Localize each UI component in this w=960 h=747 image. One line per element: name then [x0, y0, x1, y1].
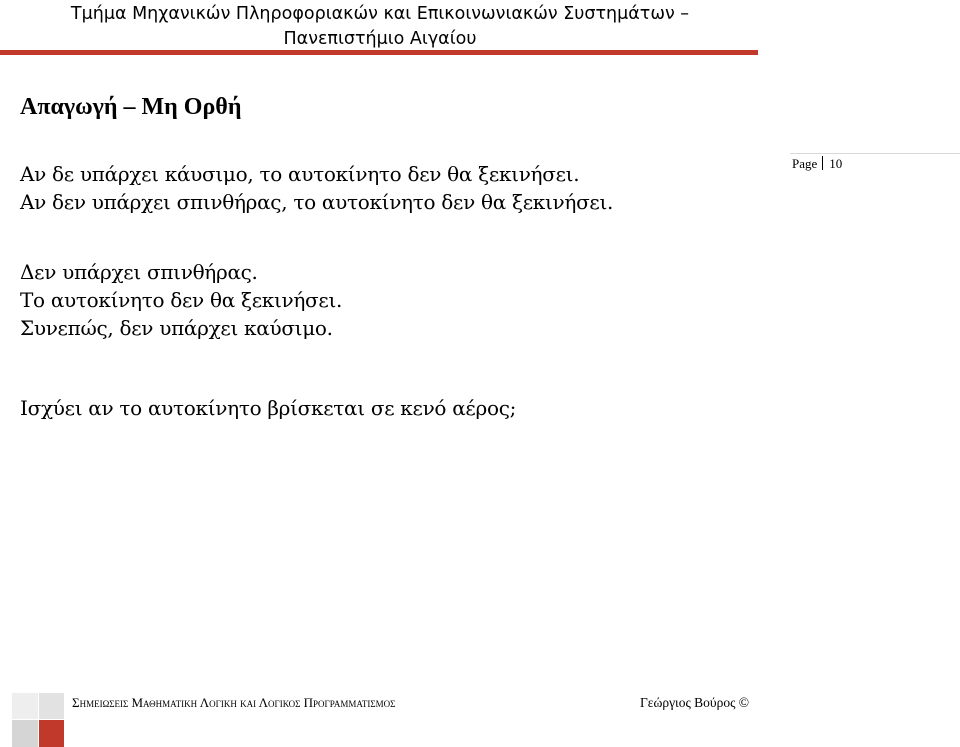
reasoning-paragraph	[20, 258, 342, 342]
footer-square	[39, 693, 64, 719]
header-university: Πανεπιστήμιο Αιγαίου	[283, 29, 477, 49]
page-header	[0, 0, 760, 52]
reasoning-line: Συνεπώς, δεν υπάρχει καύσιμο.	[20, 316, 333, 340]
reasoning-line: Δεν υπάρχει σπινθήρας.	[20, 260, 258, 284]
header-rule	[0, 50, 758, 55]
question-line: Ισχύει αν το αυτοκίνητο βρίσκεται σε κενό αέρος;	[20, 396, 517, 420]
page-number	[792, 156, 842, 172]
footer-square	[12, 720, 38, 747]
premises-paragraph	[20, 160, 613, 216]
footer-square-accent	[39, 720, 64, 747]
footer-author: Γεώργιος Βούρος ©	[640, 695, 750, 710]
header-department: Τμήμα Μηχανικών Πληροφοριακών και Επικοινωνιακών Συστημάτων –	[70, 4, 690, 24]
page-label: Page	[792, 156, 818, 171]
footer-title: Σημειωσεις Μαθηματικη Λογικη και Λογικος Προγραμματισμος	[72, 695, 396, 710]
footer-decoration	[12, 693, 64, 747]
page-separator	[822, 156, 823, 170]
reasoning-line: Το αυτοκίνητο δεν θα ξεκινήσει.	[20, 288, 343, 312]
page-number-value: 10	[829, 156, 843, 171]
question-paragraph	[20, 394, 516, 422]
footer-square	[12, 693, 38, 719]
page-number-rule	[790, 153, 960, 154]
premise-line: Αν δε υπάρχει κάυσιμο, το αυτοκίνητο δεν θα ξεκινήσει.	[20, 162, 580, 186]
premise-line: Αν δεν υπάρχει σπινθήρας, το αυτοκίνητο δεν θα ξεκινήσει.	[20, 190, 614, 214]
section-title: Απαγωγή – Μη Ορθή	[20, 94, 242, 120]
